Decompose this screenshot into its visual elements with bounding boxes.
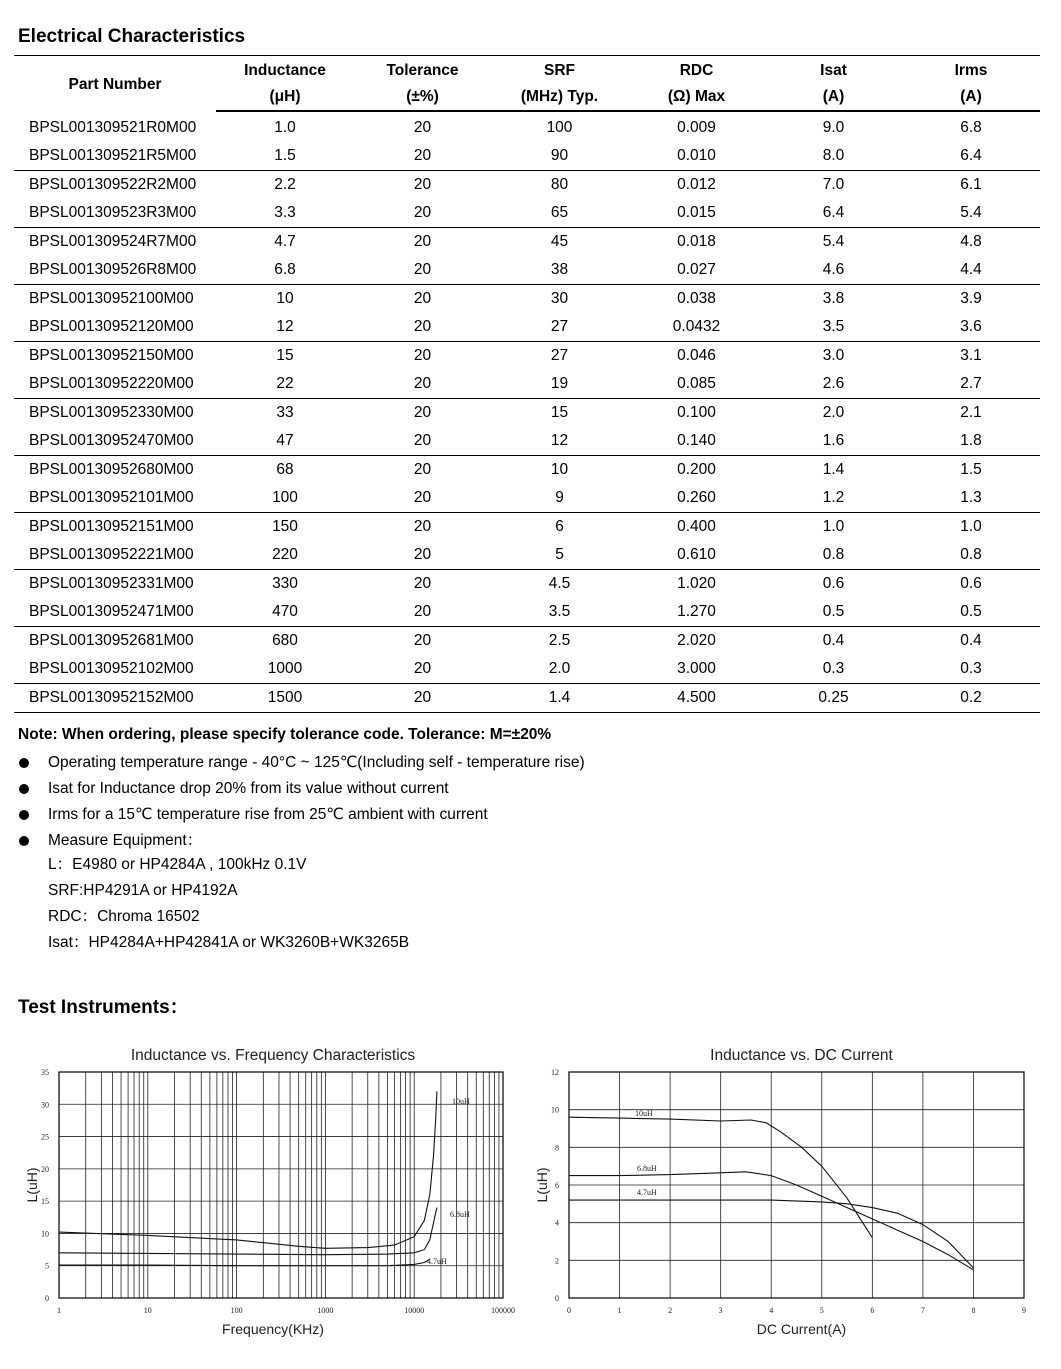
header-inductance-unit: (μH) <box>216 84 354 111</box>
cell-inductance: 330 <box>272 575 298 592</box>
cell-part-number: BPSL00130952331M00 <box>29 575 194 592</box>
cell-rdc: 0.0432 <box>628 313 765 342</box>
y-tick-label: 10 <box>551 1105 559 1115</box>
cell-inductance: 100 <box>216 484 354 513</box>
cell-irms: 1.5 <box>960 461 982 478</box>
cell-part-number: BPSL00130952470M00 <box>14 427 216 456</box>
table-row <box>14 570 1040 599</box>
cell-srf: 19 <box>491 370 628 399</box>
table-row <box>14 370 1040 399</box>
chart-title: Inductance vs. DC Current <box>710 1047 893 1064</box>
y-tick-label: 30 <box>41 1100 49 1110</box>
table-row <box>14 399 1040 428</box>
y-tick-label: 2 <box>555 1256 559 1266</box>
cell-isat: 0.6 <box>822 575 845 592</box>
x-axis-label: DC Current(A) <box>756 1321 847 1337</box>
cell-irms: 3.1 <box>960 347 982 364</box>
cell-isat: 7.0 <box>822 176 845 193</box>
ordering-note: Note: When ordering, please specify tolerance code. Tolerance: M=±20% <box>18 726 552 743</box>
equipment-list <box>48 852 409 956</box>
cell-irms: 3.9 <box>960 290 982 307</box>
cell-isat: 3.8 <box>822 290 845 307</box>
list-item: Isat for Inductance drop 20% from its value without current <box>18 776 585 802</box>
cell-part-number: BPSL001309524R7M00 <box>29 233 197 250</box>
list-item: Irms for a 15℃ temperature rise from 25℃ ambient with current <box>18 802 585 828</box>
cell-rdc: 4.500 <box>628 684 765 713</box>
cell-irms: 2.7 <box>902 370 1040 399</box>
y-tick-label: 0 <box>45 1294 49 1303</box>
x-tick-label: 8 <box>971 1306 976 1315</box>
cell-part-number: BPSL001309522R2M00 <box>29 176 197 193</box>
x-axis-label: Frequency(KHz) <box>222 1321 324 1337</box>
cell-part-number: BPSL00130952152M00 <box>14 684 216 713</box>
cell-tolerance: 20 <box>413 290 432 307</box>
cell-inductance: 33 <box>276 404 294 421</box>
cell-srf: 27 <box>550 347 569 364</box>
table-row <box>14 111 1040 142</box>
header-rdc-unit: (Ω) Max <box>628 84 765 111</box>
cell-inductance: 68 <box>276 461 294 478</box>
x-tick-label: 9 <box>1022 1306 1026 1315</box>
cell-irms: 6.8 <box>960 119 982 136</box>
cell-srf: 5 <box>491 541 628 570</box>
x-tick-label: 1 <box>57 1306 61 1315</box>
inductance-vs-frequency-chart <box>0 1040 530 1340</box>
header-part-number: Part Number <box>68 75 162 93</box>
cell-part-number: BPSL00130952221M00 <box>14 541 216 570</box>
inductance-vs-dc-current-chart <box>530 1040 1061 1340</box>
cell-inductance: 4.7 <box>274 233 296 250</box>
cell-srf: 2.0 <box>491 655 628 684</box>
cell-isat: 1.2 <box>765 484 902 513</box>
table-row <box>14 655 1040 684</box>
cell-part-number: BPSL001309521R5M00 <box>14 142 216 171</box>
cell-irms: 0.2 <box>902 684 1040 713</box>
cell-inductance: 150 <box>272 518 298 535</box>
cell-irms: 0.6 <box>960 575 982 592</box>
cell-part-number: BPSL00130952151M00 <box>29 518 194 535</box>
table-row <box>14 684 1040 713</box>
cell-isat: 0.8 <box>765 541 902 570</box>
cell-irms: 1.0 <box>960 518 982 535</box>
cell-srf: 65 <box>491 199 628 228</box>
cell-inductance: 2.2 <box>274 176 296 193</box>
cell-srf: 3.5 <box>491 598 628 627</box>
cell-inductance: 22 <box>216 370 354 399</box>
cell-rdc: 2.020 <box>677 632 716 649</box>
cell-isat: 2.0 <box>822 404 845 421</box>
cell-irms: 0.8 <box>902 541 1040 570</box>
bullet-icon <box>19 758 29 768</box>
cell-srf: 45 <box>550 233 569 250</box>
cell-srf: 90 <box>491 142 628 171</box>
header-inductance: Inductance <box>244 62 326 79</box>
cell-tolerance: 20 <box>354 655 491 684</box>
cell-srf: 27 <box>491 313 628 342</box>
equipment-item: RDC：Chroma 16502 <box>48 908 200 925</box>
cell-tolerance: 20 <box>413 461 432 478</box>
cell-inductance: 1.0 <box>274 119 296 136</box>
y-tick-label: 8 <box>555 1143 559 1153</box>
cell-part-number: BPSL001309526R8M00 <box>14 256 216 285</box>
y-tick-label: 35 <box>41 1068 49 1077</box>
cell-irms: 6.4 <box>902 142 1040 171</box>
cell-tolerance: 20 <box>354 598 491 627</box>
cell-tolerance: 20 <box>413 119 432 136</box>
table-row <box>14 285 1040 314</box>
cell-srf: 80 <box>550 176 569 193</box>
notes-list <box>18 750 585 854</box>
header-rdc: RDC <box>679 62 714 79</box>
cell-tolerance: 20 <box>354 199 491 228</box>
cell-tolerance: 20 <box>413 176 432 193</box>
cell-inductance: 1000 <box>216 655 354 684</box>
series-line-4_7uH <box>59 1259 430 1265</box>
table-row <box>14 427 1040 456</box>
header-irms-unit: (A) <box>902 84 1040 111</box>
cell-isat: 4.6 <box>765 256 902 285</box>
cell-tolerance: 20 <box>413 518 432 535</box>
series-label: 4.7uH <box>637 1188 657 1197</box>
cell-isat: 0.4 <box>822 632 845 649</box>
cell-irms: 3.6 <box>902 313 1040 342</box>
header-tolerance-unit: (±%) <box>354 84 491 111</box>
cell-inductance: 15 <box>276 347 294 364</box>
y-tick-label: 25 <box>41 1132 49 1142</box>
cell-rdc: 0.085 <box>628 370 765 399</box>
cell-inductance: 6.8 <box>216 256 354 285</box>
cell-rdc: 0.012 <box>677 176 716 193</box>
series-line-10uH <box>59 1091 437 1248</box>
electrical-characteristics-table <box>14 55 1040 713</box>
cell-isat: 8.0 <box>765 142 902 171</box>
y-tick-label: 4 <box>555 1218 559 1228</box>
series-line-6_8uH <box>59 1208 437 1255</box>
cell-rdc: 0.010 <box>628 142 765 171</box>
header-isat-unit: (A) <box>765 84 902 111</box>
cell-part-number: BPSL00130952150M00 <box>29 347 194 364</box>
cell-inductance: 1500 <box>216 684 354 713</box>
cell-part-number: BPSL00130952471M00 <box>14 598 216 627</box>
cell-tolerance: 20 <box>354 313 491 342</box>
cell-rdc: 0.027 <box>628 256 765 285</box>
cell-part-number: BPSL001309523R3M00 <box>14 199 216 228</box>
y-tick-label: 15 <box>41 1197 49 1207</box>
cell-isat: 3.5 <box>765 313 902 342</box>
cell-irms: 1.8 <box>902 427 1040 456</box>
cell-rdc: 0.046 <box>677 347 716 364</box>
cell-part-number: BPSL00130952681M00 <box>29 632 194 649</box>
list-item: Operating temperature range - 40°C ~ 125℃(Including self - temperature rise) <box>18 750 585 776</box>
cell-rdc: 0.200 <box>677 461 716 478</box>
y-tick-label: 6 <box>555 1181 559 1190</box>
x-tick-label: 1000 <box>317 1306 334 1315</box>
cell-srf: 100 <box>546 119 573 136</box>
cell-part-number: BPSL00130952102M00 <box>14 655 216 684</box>
y-tick-label: 10 <box>41 1229 49 1239</box>
cell-tolerance: 20 <box>413 233 432 250</box>
table-row <box>14 484 1040 513</box>
y-tick-label: 0 <box>555 1294 559 1303</box>
cell-srf: 10 <box>550 461 569 478</box>
equipment-item: Isat：HP4284A+HP42841A or WK3260B+WK3265B <box>48 934 410 951</box>
cell-isat: 9.0 <box>822 119 845 136</box>
cell-irms: 0.3 <box>902 655 1040 684</box>
list-item: Measure Equipment： <box>18 828 585 854</box>
x-tick-label: 10000 <box>404 1306 425 1315</box>
cell-inductance: 3.3 <box>216 199 354 228</box>
cell-srf: 2.5 <box>548 632 571 649</box>
cell-rdc: 0.015 <box>628 199 765 228</box>
x-tick-label: 10 <box>143 1306 152 1315</box>
cell-isat: 0.3 <box>765 655 902 684</box>
table-row <box>14 199 1040 228</box>
test-instruments-title: Test Instruments： <box>18 997 189 1018</box>
cell-rdc: 0.018 <box>677 233 716 250</box>
cell-irms: 4.4 <box>902 256 1040 285</box>
cell-rdc: 0.140 <box>628 427 765 456</box>
cell-inductance: 1.5 <box>216 142 354 171</box>
cell-rdc: 0.100 <box>677 404 716 421</box>
y-axis-label: L(uH) <box>534 1167 550 1203</box>
cell-inductance: 10 <box>276 290 294 307</box>
cell-tolerance: 20 <box>413 347 432 364</box>
header-irms: Irms <box>954 62 988 79</box>
x-tick-label: 7 <box>920 1306 925 1315</box>
table-row <box>14 342 1040 371</box>
cell-part-number: BPSL00130952680M00 <box>29 461 194 478</box>
cell-srf: 38 <box>491 256 628 285</box>
x-tick-label: 4 <box>769 1306 774 1315</box>
table-row <box>14 456 1040 485</box>
cell-inductance: 220 <box>216 541 354 570</box>
cell-part-number: BPSL00130952330M00 <box>29 404 194 421</box>
header-tolerance: Tolerance <box>386 62 459 79</box>
cell-isat: 1.0 <box>822 518 845 535</box>
cell-part-number: BPSL001309521R0M00 <box>29 118 197 136</box>
bullet-icon <box>19 784 29 794</box>
table-row <box>14 513 1040 542</box>
x-tick-label: 0 <box>567 1306 571 1315</box>
cell-rdc: 3.000 <box>628 655 765 684</box>
cell-rdc: 0.610 <box>628 541 765 570</box>
header-isat: Isat <box>820 62 847 79</box>
bullet-icon <box>19 810 29 820</box>
x-tick-label: 5 <box>819 1306 824 1315</box>
cell-tolerance: 20 <box>354 684 491 713</box>
y-tick-label: 20 <box>41 1164 49 1174</box>
equipment-item: SRF:HP4291A or HP4192A <box>48 882 238 899</box>
cell-isat: 0.25 <box>765 684 902 713</box>
cell-srf: 9 <box>491 484 628 513</box>
cell-isat: 0.5 <box>765 598 902 627</box>
cell-srf: 4.5 <box>548 575 571 592</box>
cell-tolerance: 20 <box>413 632 432 649</box>
cell-tolerance: 20 <box>354 427 491 456</box>
cell-part-number: BPSL00130952120M00 <box>14 313 216 342</box>
cell-rdc: 1.020 <box>677 575 716 592</box>
cell-isat: 1.4 <box>822 461 845 478</box>
cell-rdc: 0.009 <box>677 119 716 136</box>
table-row <box>14 598 1040 627</box>
cell-part-number: BPSL00130952220M00 <box>14 370 216 399</box>
cell-irms: 1.3 <box>902 484 1040 513</box>
table-row <box>14 541 1040 570</box>
cell-isat: 2.6 <box>765 370 902 399</box>
cell-isat: 5.4 <box>822 233 845 250</box>
cell-tolerance: 20 <box>354 541 491 570</box>
x-tick-label: 100 <box>230 1306 243 1315</box>
table-row <box>14 313 1040 342</box>
cell-srf: 6 <box>555 518 564 535</box>
cell-inductance: 12 <box>216 313 354 342</box>
cell-irms: 2.1 <box>960 404 982 421</box>
x-tick-label: 2 <box>668 1306 673 1315</box>
cell-rdc: 0.260 <box>628 484 765 513</box>
table-row <box>14 228 1040 257</box>
x-tick-label: 100000 <box>491 1306 515 1315</box>
series-label: 10uH <box>635 1109 653 1118</box>
cell-srf: 30 <box>550 290 569 307</box>
cell-irms: 6.1 <box>960 176 982 193</box>
series-label: 4.7uH <box>427 1257 447 1266</box>
y-tick-label: 12 <box>551 1068 559 1077</box>
cell-srf: 15 <box>550 404 569 421</box>
table-row <box>14 256 1040 285</box>
cell-part-number: BPSL00130952100M00 <box>29 290 194 307</box>
x-tick-label: 6 <box>870 1306 875 1315</box>
series-label: 10uH <box>452 1097 470 1106</box>
cell-tolerance: 20 <box>354 370 491 399</box>
cell-tolerance: 20 <box>413 575 432 592</box>
cell-inductance: 47 <box>216 427 354 456</box>
cell-part-number: BPSL00130952101M00 <box>14 484 216 513</box>
cell-tolerance: 20 <box>354 484 491 513</box>
cell-irms: 5.4 <box>902 199 1040 228</box>
equipment-item: L：E4980 or HP4284A , 100kHz 0.1V <box>48 856 307 873</box>
cell-inductance: 680 <box>272 632 298 649</box>
table-body <box>14 111 1040 713</box>
header-srf: SRF <box>544 62 575 79</box>
cell-irms: 0.4 <box>960 632 982 649</box>
x-tick-label: 3 <box>718 1306 723 1315</box>
series-label: 6.8uH <box>637 1164 657 1173</box>
table-row <box>14 171 1040 200</box>
cell-srf: 12 <box>491 427 628 456</box>
cell-isat: 1.6 <box>765 427 902 456</box>
cell-inductance: 470 <box>216 598 354 627</box>
cell-irms: 0.5 <box>902 598 1040 627</box>
y-tick-label: 5 <box>45 1261 49 1271</box>
cell-srf: 1.4 <box>491 684 628 713</box>
table-row <box>14 142 1040 171</box>
cell-irms: 4.8 <box>960 233 982 250</box>
cell-tolerance: 20 <box>354 142 491 171</box>
cell-isat: 6.4 <box>765 199 902 228</box>
cell-isat: 3.0 <box>822 347 845 364</box>
series-label: 6.8uH <box>450 1210 470 1219</box>
section-title: Electrical Characteristics <box>18 26 246 47</box>
cell-rdc: 1.270 <box>628 598 765 627</box>
cell-tolerance: 20 <box>413 404 432 421</box>
x-tick-label: 1 <box>617 1306 622 1315</box>
table-row <box>14 627 1040 656</box>
cell-rdc: 0.400 <box>677 518 716 535</box>
y-axis-label: L(uH) <box>24 1167 40 1203</box>
chart-title: Inductance vs. Frequency Characteristics <box>130 1047 416 1064</box>
cell-rdc: 0.038 <box>677 290 716 307</box>
header-srf-unit: (MHz) Typ. <box>491 84 628 111</box>
cell-tolerance: 20 <box>354 256 491 285</box>
bullet-icon <box>19 836 29 846</box>
